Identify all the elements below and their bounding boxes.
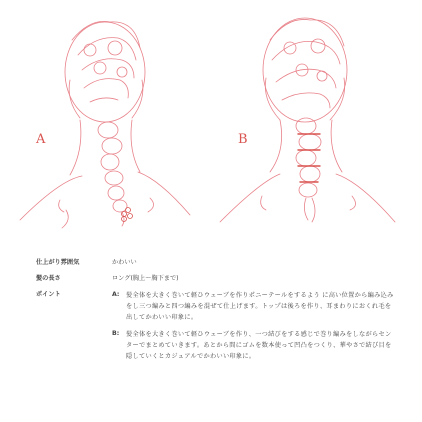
figure-a-braid [98,122,127,226]
figure-b-label: B [238,132,248,147]
figure-a-body [20,120,190,228]
point-row [36,290,396,368]
figure-b-hair-ties [298,134,320,182]
point-mark-a: A: [112,291,120,298]
details-table [36,258,396,374]
point-text-a: 髪全体を大きく巻いて軽ひウェーブを作りポニーテールをするよう に高い位置から編み込みをし三つ編みと四つ編みを混ぜて仕上げます。トップは後ろを作り、耳まわりにおくれ毛を出してかわいい印象に。 [126,292,394,321]
point-mark-b: B: [112,330,120,337]
point-list [112,290,396,368]
point-item-a [112,290,396,323]
point-key: ポイント [36,291,61,298]
finish-row [36,258,396,268]
point-item-b [112,329,396,362]
figure-b-head [263,18,347,122]
point-text-b: 髪全体を大きく巻いて軽ひウェーブを作り、一つ結びをする感じで巻り編みをしながらセンターでまとめていきます。あとから間にゴムを数本使って凹凸をつくり、華やさで結び目を隠していくとカジュアルでかわいい印象に。 [126,331,392,360]
finish-key: 仕上がり雰囲気 [36,259,80,266]
figure-a-head [65,21,145,122]
length-key: 髪の長さ [36,275,61,282]
finish-value: かわいい [112,259,137,266]
length-value: ロング(胸上〜胸下まで) [112,275,179,282]
length-row [36,274,396,284]
figure-a-label: A [36,132,46,147]
